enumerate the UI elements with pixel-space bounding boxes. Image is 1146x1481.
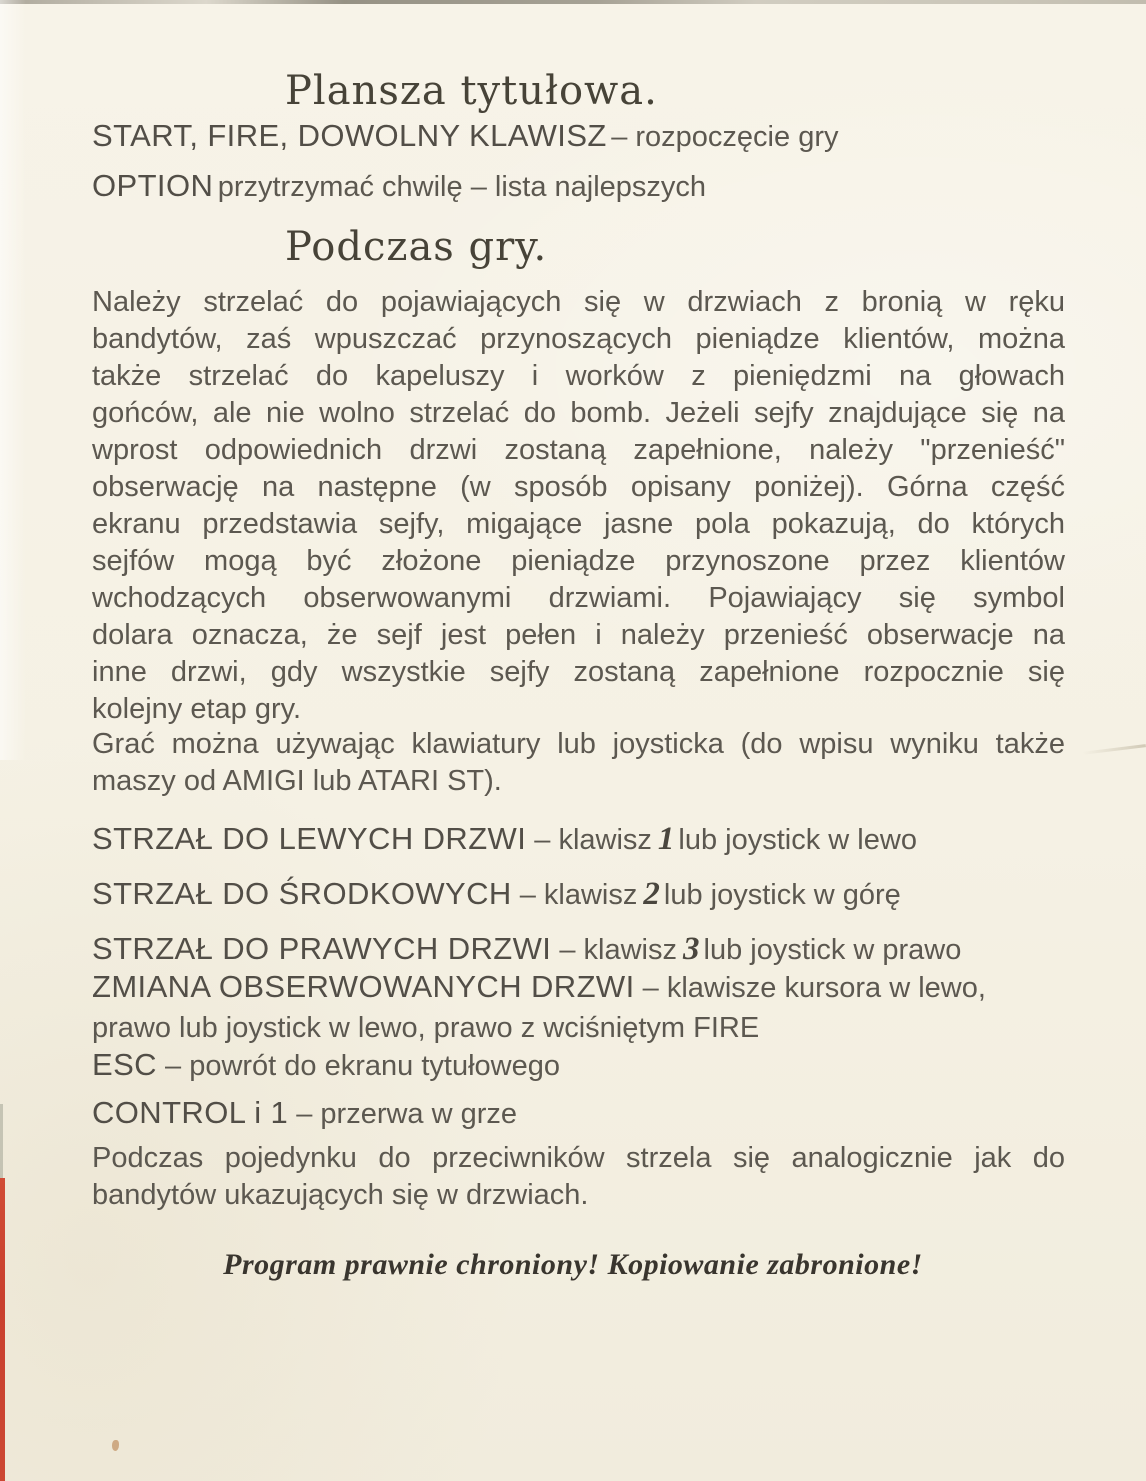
body-line: bandytów, zaś wpuszczać przynoszących pieniądze klientów, można bbox=[92, 323, 1065, 355]
control-action-label: ESC bbox=[92, 1047, 157, 1082]
control-action-label: STRZAŁ DO PRAWYCH DRZWI bbox=[92, 931, 552, 966]
control-action-label: STRZAŁ DO ŚRODKOWYCH bbox=[92, 876, 512, 911]
body-line: sejfów mogą być złożone pieniądze przynoszone przez klientów bbox=[92, 545, 1065, 577]
key-number: 1 bbox=[657, 821, 675, 857]
control-alt-label: – klawisze kursora w lewo, bbox=[642, 972, 986, 1004]
start-keys-label: START, FIRE, DOWOLNY KLAWISZ bbox=[92, 118, 607, 153]
body-line: obserwację na następne (w sposób opisany poniżej). Górna część bbox=[92, 471, 1065, 503]
body-line: Grać można używając klawiatury lub joysticka (do wpisu wyniku także bbox=[92, 728, 1065, 760]
header-section bbox=[92, 68, 1065, 270]
body-line: gońców, ale nie wolno strzelać do bomb. Jeżeli sejfy znajdujące się na bbox=[92, 397, 1065, 429]
controls-intro-paragraph bbox=[92, 726, 1065, 800]
body-line: inne drzwi, gdy wszystkie sejfy zostaną zapełnione rozpocznie się bbox=[92, 656, 1065, 688]
key-number: 2 bbox=[643, 876, 660, 912]
left-edge-red-mark bbox=[0, 1178, 5, 1481]
legal-notice: Program prawnie chroniony! Kopiowanie zabronione! bbox=[223, 1248, 923, 1281]
paper-crease bbox=[1082, 744, 1146, 755]
left-edge-gray-mark bbox=[0, 1104, 3, 1182]
scan-top-edge-artifact bbox=[0, 0, 1146, 4]
control-alt-label: lub joystick w górę bbox=[663, 879, 901, 911]
left-edge-light-artifact bbox=[0, 0, 26, 760]
section-title-during-game: Podczas gry. bbox=[285, 224, 548, 270]
control-alt-label: – przerwa w grze bbox=[296, 1098, 518, 1130]
pause-line bbox=[92, 1094, 1065, 1133]
control-action-label: ZMIANA OBSERWOWANYCH DRZWI bbox=[92, 969, 635, 1004]
body-line: bandytów ukazujących się w drzwiach. bbox=[92, 1179, 589, 1211]
esc-binding bbox=[92, 1046, 1065, 1085]
control-alt-label: lub joystick w prawo bbox=[703, 934, 962, 966]
gameplay-paragraph bbox=[92, 284, 1065, 728]
paper-stain-speck bbox=[112, 1440, 119, 1451]
change-doors-binding bbox=[92, 966, 1065, 1047]
esc-line bbox=[92, 1046, 1065, 1085]
body-line: także strzelać do kapeluszy i worków z pieniędzmi na głowach bbox=[92, 360, 1065, 392]
body-line: kolejny etap gry. bbox=[92, 693, 302, 725]
control-binding-left-doors bbox=[92, 812, 1065, 867]
body-line: Podczas pojedynku do przeciwników strzela się analogicznie jak do bbox=[92, 1142, 1065, 1174]
control-binding-middle-doors bbox=[92, 867, 1065, 922]
body-line: wprost odpowiednich drzwi zostaną zapełnione, należy "przenieść" bbox=[92, 434, 1065, 466]
body-line: maszy od AMIGI lub ATARI ST). bbox=[92, 765, 502, 797]
key-number: 3 bbox=[683, 931, 700, 967]
change-doors-line2: prawo lub joystick w lewo, prawo z wciśniętym FIRE bbox=[92, 1012, 760, 1044]
option-action-label: przytrzymać chwilę – lista najlepszych bbox=[217, 171, 707, 203]
option-instruction-line bbox=[92, 164, 1065, 214]
change-doors-line1 bbox=[92, 966, 1065, 1009]
section-title-title-screen: Plansza tytułowa. bbox=[285, 68, 658, 114]
option-key-label: OPTION bbox=[92, 168, 214, 203]
body-line: ekranu przedstawia sejfy, migające jasne pola pokazują, do których bbox=[92, 508, 1065, 540]
control-action-label: STRZAŁ DO LEWYCH DRZWI bbox=[92, 821, 527, 856]
body-line: wchodzących obserwowanymi drzwiami. Pojawiający się symbol bbox=[92, 582, 1065, 614]
duel-paragraph bbox=[92, 1140, 1065, 1214]
control-alt-label: lub joystick w lewo bbox=[678, 824, 917, 856]
control-alt-label: – powrót do ekranu tytułowego bbox=[165, 1050, 560, 1082]
shot-controls-list bbox=[92, 812, 1065, 977]
control-key-prefix: – klawisz bbox=[559, 934, 677, 966]
control-key-prefix: – klawisz bbox=[534, 824, 652, 856]
body-line: Należy strzelać do pojawiających się w drzwiach z bronią w ręku bbox=[92, 286, 1065, 318]
start-action-label: – rozpoczęcie gry bbox=[611, 121, 839, 153]
pause-binding bbox=[92, 1094, 1065, 1133]
control-key-prefix: – klawisz bbox=[519, 879, 638, 911]
start-instruction-line bbox=[92, 114, 1065, 164]
body-line: dolara oznacza, że sejf jest pełen i należy przenieść obserwacje na bbox=[92, 619, 1065, 651]
control-action-label: CONTROL i 1 bbox=[92, 1095, 289, 1130]
